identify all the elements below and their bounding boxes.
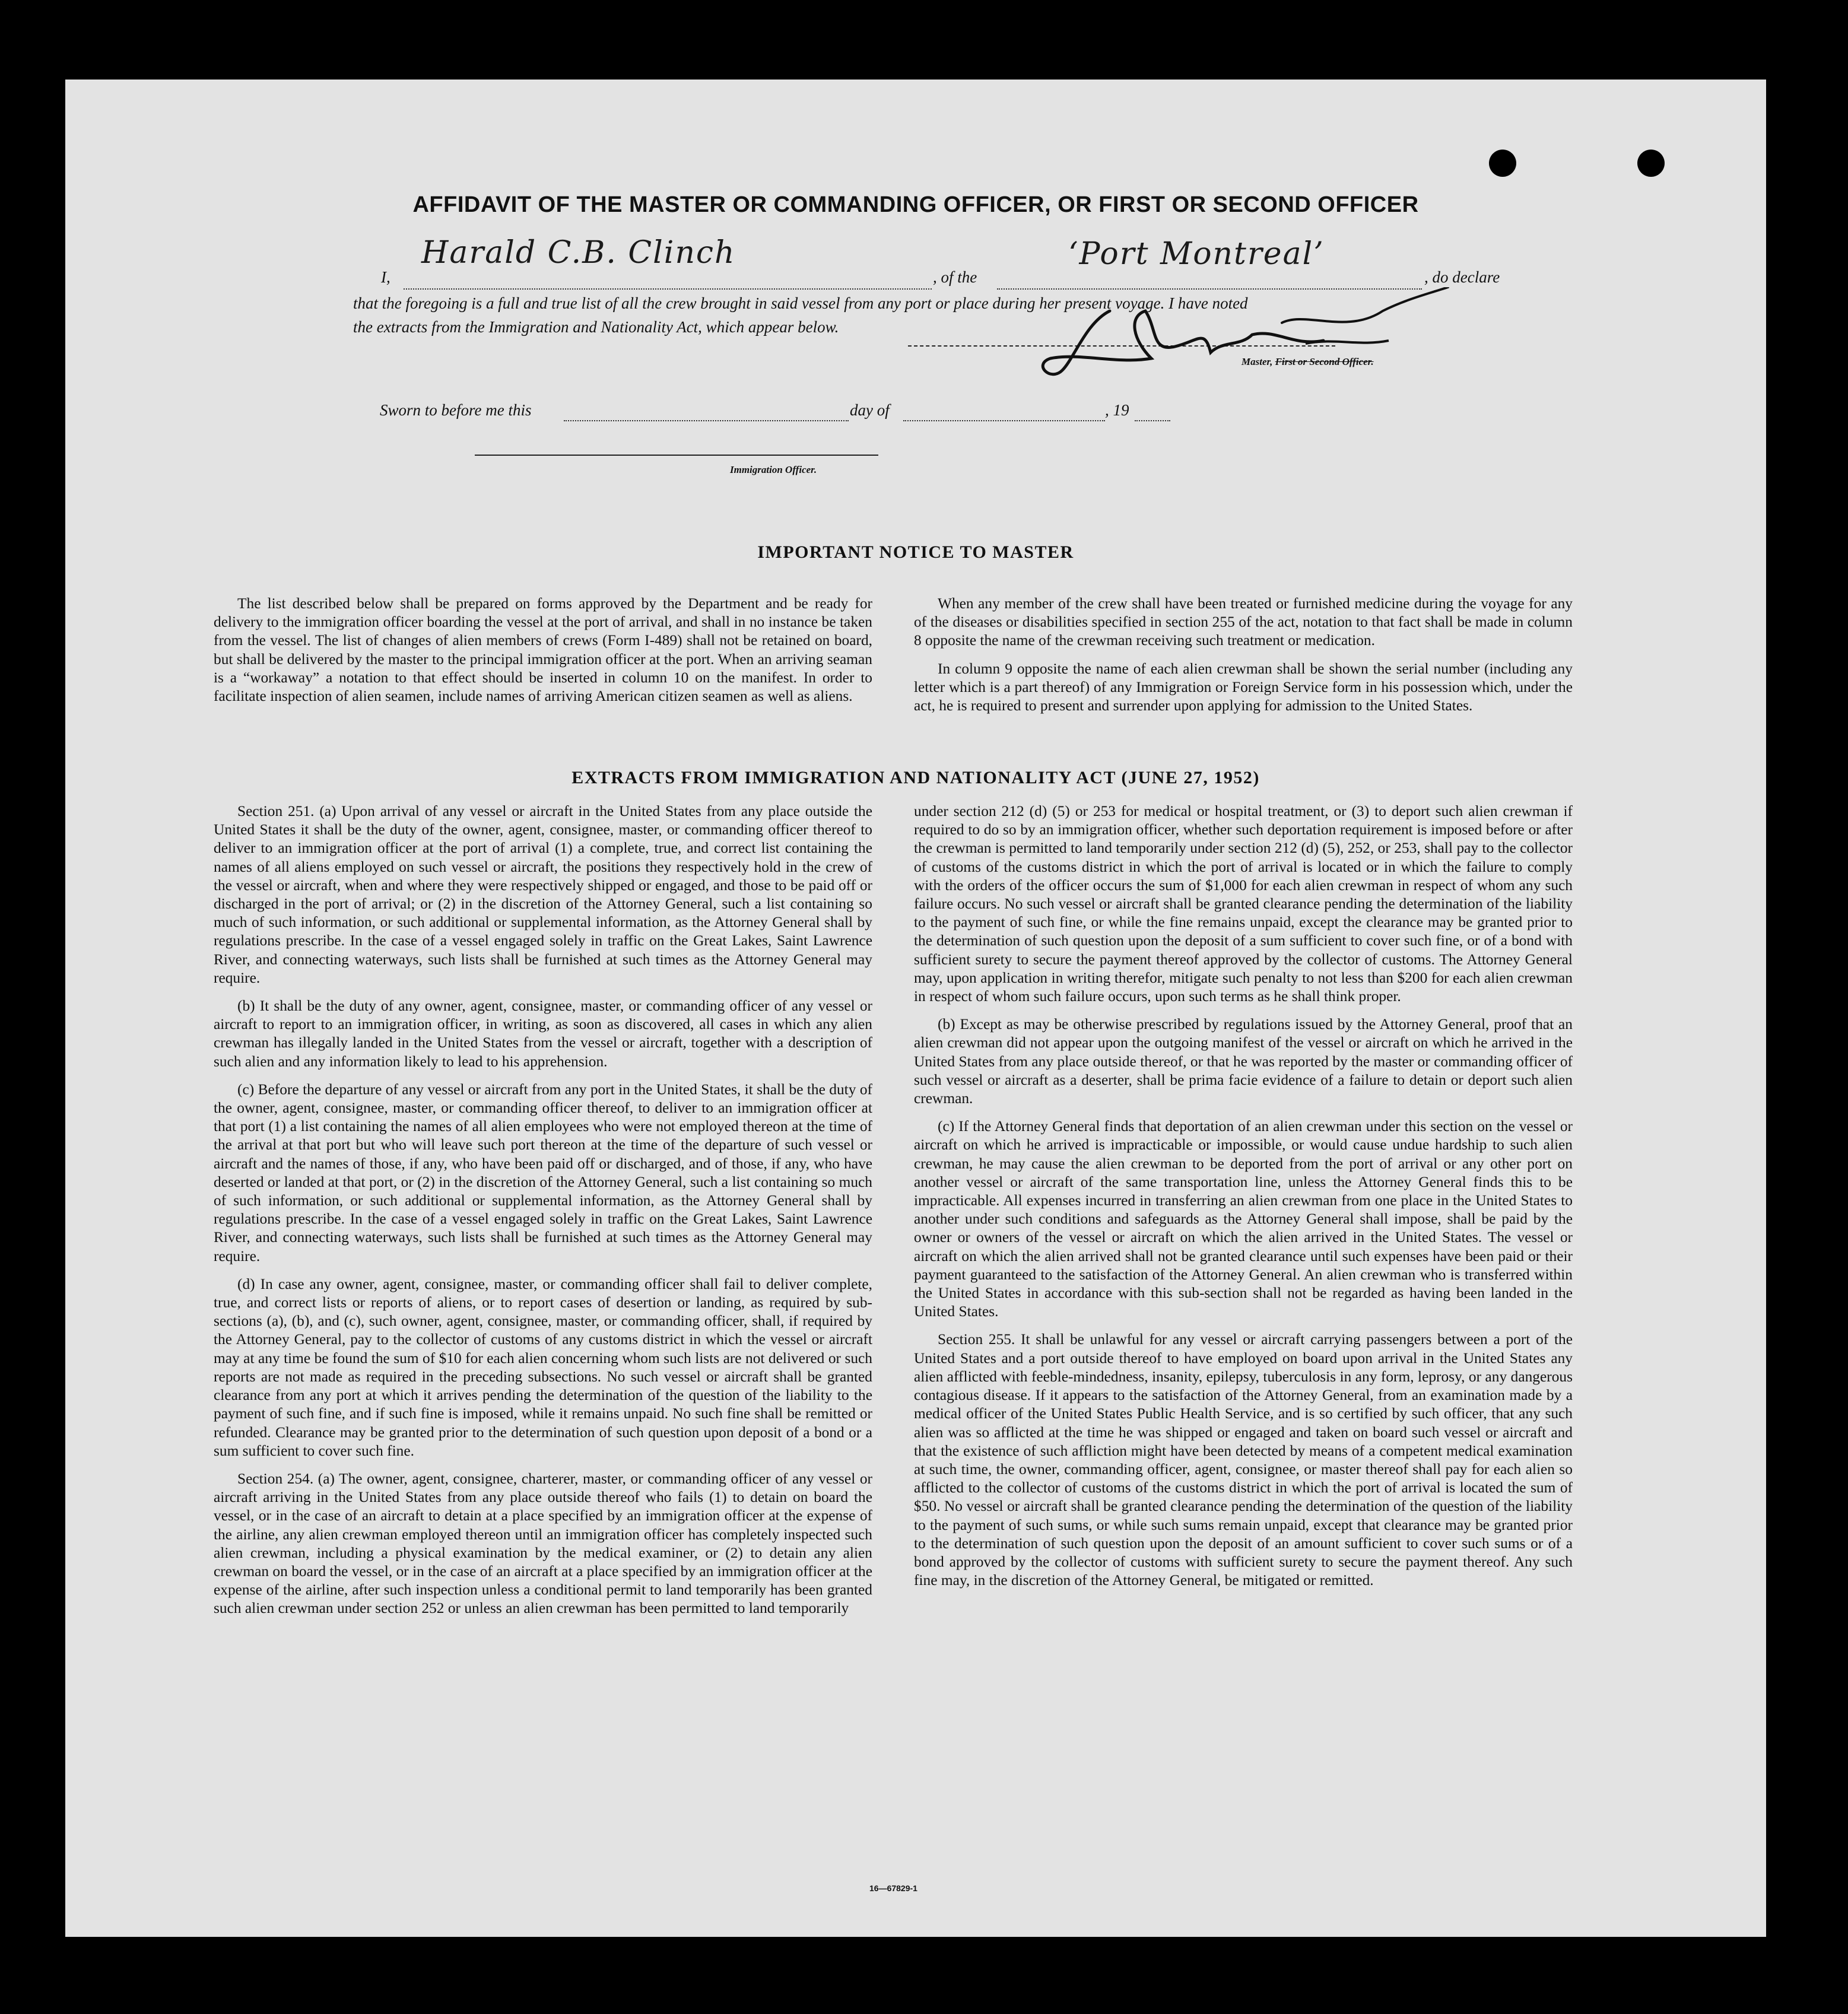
extract-paragraph: Section 251. (a) Upon arrival of any vessel or aircraft in the United States from any place outside the United States it shall be the duty of the owner, agent, consignee, master, or commanding officer thereof to deliver to an immigration officer at the port of arrival (1) a complete, true, and correct list containing the names of all aliens employed on such vessel or aircraft, the positions they respectively hold in the crew of the vessel or aircraft, when and where they were respectively shipped or engaged, and those to be paid off or discharged in the port of arrival; or (2) in the discretion of the Attorney General, such a list containing so much of such information, or such additional or supplemental information, as the Attorney General shall by regulations prescribe. In the case of a vessel engaged solely in traffic on the Great Lakes, Saint Lawrence River, and connecting waterways, such lists shall be furnished at such times as the Attorney General may require. bbox=[214, 803, 872, 986]
notice-heading: IMPORTANT NOTICE TO MASTER bbox=[757, 542, 1074, 562]
immigration-officer-label: Immigration Officer. bbox=[730, 464, 817, 475]
sworn-year-line bbox=[1135, 420, 1170, 421]
extract-paragraph: (d) In case any owner, agent, consignee, master, or commanding officer shall fail to deliver complete, true, and correct lists or reports of aliens, or to report cases of desertion or landing, as required by sub-sections (a), (b), and (c), such owner, agent, consignee, master, or commanding officer, shall, if required by the Attorney General, pay to the collector of customs of any customs district in which the vessel or aircraft may at any time be found the sum of $10 for each alien concerning whom such lists are not delivered or such reports are not made as required in the preceding subsections. No such vessel or aircraft shall be granted clearance from any port at which it arrives pending the determination of the question of the liability to the payment of such fine, and if such fine is imposed, while it remains unpaid. No such fine shall be remitted or refunded. Clearance may be granted prior to the determination of such question upon deposit of a bond or a sum sufficient to cover such fine. bbox=[214, 1275, 872, 1459]
extract-paragraph: Section 255. It shall be unlawful for any vessel or aircraft carrying passengers between a port of the United States and a port outside thereof to have employed on board upon arrival in the United States any alien afflicted with feeble-mindedness, insanity, epilepsy, tuberculosis in any form, leprosy, or any dangerous contagious disease. If it appears to the satisfaction of the Attorney General, from an examination made by a medical officer of the United States Public Health Service, and is so certified by such officer, that any such alien was so afflicted at the time he was shipped or engaged and taken on board such vessel or aircraft and that the existence of such affliction might have been detected by means of a competent medical examination at such time, the owner, commanding officer, agent, consignee, or master thereof shall pay for each alien so afflicted to the collector of customs of the customs district in which the port of arrival is located the sum of $50. No vessel or aircraft shall be granted clearance pending the determination of the question of the liability to the payment of such sums, or while such sums remain unpaid, except that clearance may be granted prior to the determination of such question upon the deposit of an amount sufficient to cover such sums or of a bond approved by the collector of customs with sufficient surety to secure the payment thereof. Any such fine may, in the discretion of the Attorney General, be mitigated or remitted. bbox=[914, 1331, 1573, 1589]
extract-paragraph: (c) If the Attorney General finds that deportation of an alien crewman under this section on the vessel or aircraft on which he arrived is impracticable or impossible, or would cause undue hardship to such alien crewman, he may cause the alien crewman to be deported from the port of arrival or any other port on another vessel or aircraft of the same transportation line, unless the Attorney General finds this to be impracticable. All expenses incurred in transferring an alien crewman from one place in the United States to another under such conditions and safeguards as the Attorney General shall impose, shall be paid by the owner or owners of the vessel or aircraft on which the alien arrived in the United States. The vessel or aircraft on which the alien arrived shall not be granted clearance until such expenses have been paid or their payment guaranteed to the satisfaction of the Attorney General. An alien crewman who is transferred within the United States in accordance with this sub-section shall not be regarded as having been landed in the United States. bbox=[914, 1118, 1573, 1320]
affidavit-line-3: the extracts from the Immigration and Nationality Act, which appear below. bbox=[353, 318, 839, 336]
vessel-name-handwritten: ‘Port Montreal’ bbox=[1068, 236, 1325, 272]
extracts-left-column bbox=[214, 802, 872, 1618]
notice-paragraph: In column 9 opposite the name of each alien crewman shall be shown the serial number (including any letter which is a part thereof) of any Immigration or Foreign Service form in his possession which, under the act, he is required to present and surrender upon applying for admission to the United States. bbox=[914, 660, 1573, 714]
extract-paragraph: Section 254. (a) The owner, agent, consignee, charterer, master, or commanding officer of any vessel or aircraft arriving in the United States from any place outside thereof who fails (1) to detain on board the vessel, or in the case of an aircraft to detain at a place specified by an immigration officer at the expense of the airline, any alien crewman employed thereon until an immigration officer has completely inspected such alien crewman, including a physical examination by the medical examiner, or (2) to detain any alien crewman on board the vessel, or in the case of an aircraft at a place specified by an immigration officer at the expense of the airline, after such inspection unless a conditional permit to land temporarily has been granted such alien crewman under section 252 or unless an alien crewman has been permitted to land temporarily bbox=[214, 1470, 872, 1617]
extract-paragraph: under section 212 (d) (5) or 253 for medical or hospital treatment, or (3) to deport such alien crewman if required to do so by an immigration officer, whether such deportation requirement is imposed before or after the crewman is permitted to land temporarily under section 212 (d) (5), 252, or 253, shall pay to the collector of customs of the customs district in which the port of arrival is located or in which the failure to comply with the orders of the officer occurs the sum of $1,000 for each alien crewman in respect of whom any such failure occurs. No such vessel or aircraft shall be granted clearance pending the determination of the liability to the payment of such fine, or while the fine remains unpaid, except the clearance may be granted prior to the determination of such question upon the deposit of a sum sufficient to cover such fine, or of a bond with sufficient surety to secure the payment thereof approved by the collector of customs. The Attorney General may, upon application in writing therefor, mitigate such penalty to not less than $200 for each alien crewman in respect of whom such failure occurs, upon such terms as he shall think proper. bbox=[914, 803, 1573, 1005]
year-label: , 19 bbox=[1105, 401, 1129, 419]
name-line bbox=[404, 288, 932, 290]
extract-paragraph: (b) Except as may be otherwise prescribed by regulations issued by the Attorney General, proof that an alien crewman did not appear upon the outgoing manifest of the vessel or aircraft on which he arrived in the United States from any place outside thereof, or that he was reported by the master or commanding officer of such vessel or aircraft as a deserter, shall be prima facie evidence of a failure to detain or deport such alien crewman. bbox=[914, 1016, 1573, 1107]
immigration-officer-line bbox=[475, 455, 878, 456]
notice-right-column bbox=[914, 595, 1573, 715]
day-of-label: day of bbox=[850, 401, 890, 419]
do-declare-label: , do declare bbox=[1424, 268, 1500, 286]
extracts-heading: EXTRACTS FROM IMMIGRATION AND NATIONALITY ACT (JUNE 27, 1952) bbox=[571, 768, 1260, 787]
extract-paragraph: (c) Before the departure of any vessel or aircraft from any port in the United States, it shall be the duty of the owner, agent, consignee, master, or commanding officer thereof, to deliver to an immigration officer at that port (1) a list containing the names of all alien employees who were not employed thereon at the time of the arrival at that port but who will leave such port thereon at the time of the departure of such vessel or aircraft and the names of those, if any, who have been paid off or discharged, and of those, if any, who have deserted or landed at that port, or (2) in the discretion of the Attorney General, such a list containing so much of such information, or such additional or supplemental information, as the Attorney General shall by regulations prescribe. In the case of a vessel engaged solely in traffic on the Great Lakes, Saint Lawrence River, and connecting waterways, such lists shall be furnished at such times as the Attorney General may require. bbox=[214, 1081, 872, 1265]
extract-paragraph: (b) It shall be the duty of any owner, agent, consignee, master, or commanding officer of any vessel or aircraft to report to an immigration officer, in writing, as soon as discovered, all cases in which any alien crewman has illegally landed in the United States from the vessel or aircraft, together with a description of such alien and any information likely to lead to his apprehension. bbox=[214, 998, 872, 1070]
affidavit-line-2: that the foregoing is a full and true list of all the crew brought in said vessel from any port or place during her present voyage. I have noted bbox=[353, 294, 1248, 312]
document-page bbox=[65, 80, 1766, 1937]
notice-paragraph: The list described below shall be prepared on forms approved by the Department and be ready for delivery to the immigration officer boarding the vessel at the port of arrival, and shall in no instance be taken from the vessel. The list of changes of alien members of crews (Form I-489) shall not be retained on board, but shall be delivered by the master to the principal immigration officer at the port. When an arriving seaman is a “workaway” a notation to that effect should be inserted in column 10 on the manifest. In order to facilitate inspection of alien seamen, include names of arriving American citizen seamen as well as aliens. bbox=[214, 595, 872, 705]
master-signature bbox=[1027, 287, 1454, 388]
punch-hole bbox=[1637, 150, 1665, 177]
punch-hole bbox=[1489, 150, 1516, 177]
extracts-right-column bbox=[914, 802, 1573, 1590]
notice-left-column bbox=[214, 595, 872, 706]
sworn-day-line bbox=[564, 420, 849, 421]
master-name-handwritten: Harald C.B. Clinch bbox=[421, 235, 736, 271]
signature-role-label: Master, First or Second Officer. bbox=[1241, 356, 1374, 367]
notice-paragraph: When any member of the crew shall have been treated or furnished medicine during the voyage for any of the diseases or disabilities specified in section 255 of the act, notation to that fact shall be made in column 8 opposite the name of the crewman receiving such treatment or medication. bbox=[914, 595, 1573, 649]
form-number: 16—67829-1 bbox=[869, 1883, 917, 1893]
sworn-month-line bbox=[903, 420, 1105, 421]
affidavit-title: AFFIDAVIT OF THE MASTER OR COMMANDING OFFICER, OR FIRST OR SECOND OFFICER bbox=[412, 192, 1419, 217]
affidavit-i-label: I, bbox=[381, 268, 390, 286]
of-the-label: , of the bbox=[933, 268, 977, 286]
sworn-label: Sworn to before me this bbox=[380, 401, 532, 419]
